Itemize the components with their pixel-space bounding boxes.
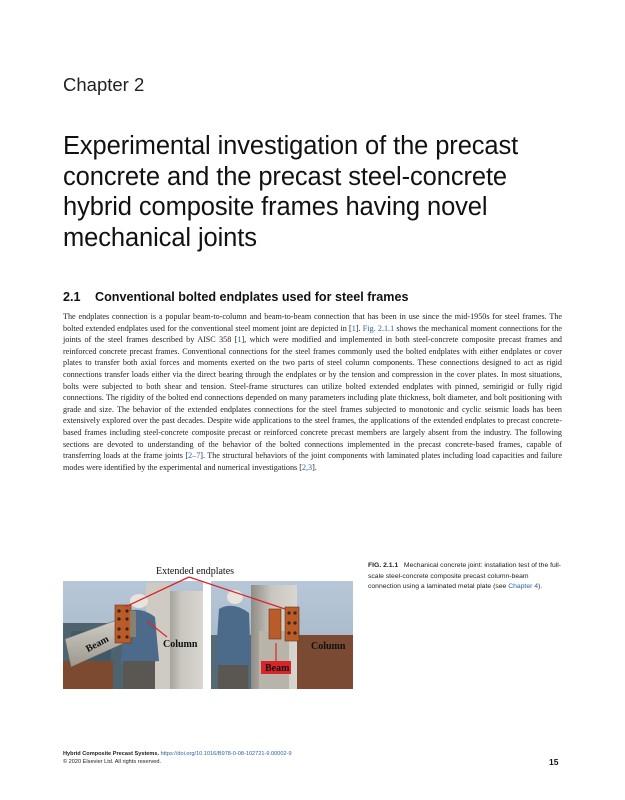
figure-caption: FIG. 2.1.1 Mechanical concrete joint: installation test of the full-scale steel-concrete composite precast column-beam connection using a laminated metal plate (see Chapter 4). [368, 562, 562, 591]
title-line-4: mechanical joints [63, 223, 257, 252]
title-line-3: hybrid composite frames having novel [63, 193, 488, 221]
section-title: Conventional bolted endplates used for steel frames [95, 290, 409, 304]
copyright: © 2020 Elsevier Ltd. All rights reserved. [63, 759, 162, 765]
doi-link[interactable]: https://doi.org/10.1016/B978-0-08-102721-9.00002-9 [160, 751, 292, 757]
chapter-label: Chapter 2 [63, 74, 145, 95]
title-line-2: concrete and the precast steel-concrete [63, 162, 508, 191]
figure-photo [63, 561, 353, 689]
body-paragraph: The endplates connection is a popular beam-to-column and beam-to-beam connection that has been in use since the mid-1950s for steel frames. The bolted extended endplates used for the conventional steel moment joint are depicted in [1]. Fig. 2.1.1 shows the mechanical moment connections for the joints of the steel frames described by AISC 358 [1], which were modified and implemented in both steel-concrete composite precast frames and reinforced concrete precast frames. Conventional connections for the steel frames commonly used the bolted endplates with either endplates or cover plates to transfer both axial forces and moments exerted on the two parts of steel column components. These connections designed to act as rigid connections transfer loads either via the direct bearing through the endplates or by the tension and compression in the cover plates. In most situations, bolts were subjected to both shear and tension. Steel-frame structures can utilize bolted extended endplates with pinned, semirigid or fully rigid connections. The rigidity of the bolted end connections depended on many parameters including plate thickness, bolt diameter, and bolt positioning with grade and size. The behavior of the extended endplates connections for the steel frames subjected to monotonic and cyclic seismic loads has been extensively explored over the past decades. Despite wide applications to the steel frames, the applications of the extended endplates to precast concrete-based frames including steel-concrete composite precast or reinforced concrete precast members are largely absent from the industry. The following sections are devoted to understanding of the behavior of the bolted connections implemented in the precast concrete-based frames, capable of transferring loads at the frame joints [2–7]. The structural behaviors of the joint components with laminated plates including load capacities and failure modes were identified by the experimental and numerical investigations [2,3]. [63, 312, 562, 472]
section-heading [63, 290, 409, 304]
label-column-right: Column [311, 641, 346, 652]
label-beam-right: Beam [265, 663, 290, 674]
label-extended-endplates: Extended endplates [156, 566, 235, 577]
title-line-1: Experimental investigation of the precast [63, 132, 519, 160]
photo-left [63, 581, 203, 689]
label-column-left: Column [163, 639, 198, 650]
caption-label: FIG. 2.1.1 [368, 562, 399, 569]
footer [63, 750, 292, 766]
citation-link[interactable]: 1 [237, 335, 242, 345]
citation-link[interactable]: 2,3 [301, 462, 313, 472]
photo-right [211, 581, 353, 689]
section-number: 2.1 [63, 290, 81, 304]
citation-link[interactable]: 2–7 [188, 451, 201, 461]
label-beam-left: Beam [84, 633, 111, 655]
page-number: 15 [549, 757, 559, 767]
book-title: Hybrid Composite Precast Systems. [63, 751, 160, 757]
chapter-title [63, 131, 563, 253]
figure-link[interactable]: Fig. 2.1.1 [362, 323, 395, 333]
citation-link[interactable]: 1 [351, 323, 356, 333]
chapter-link[interactable]: Chapter 4 [508, 583, 539, 591]
